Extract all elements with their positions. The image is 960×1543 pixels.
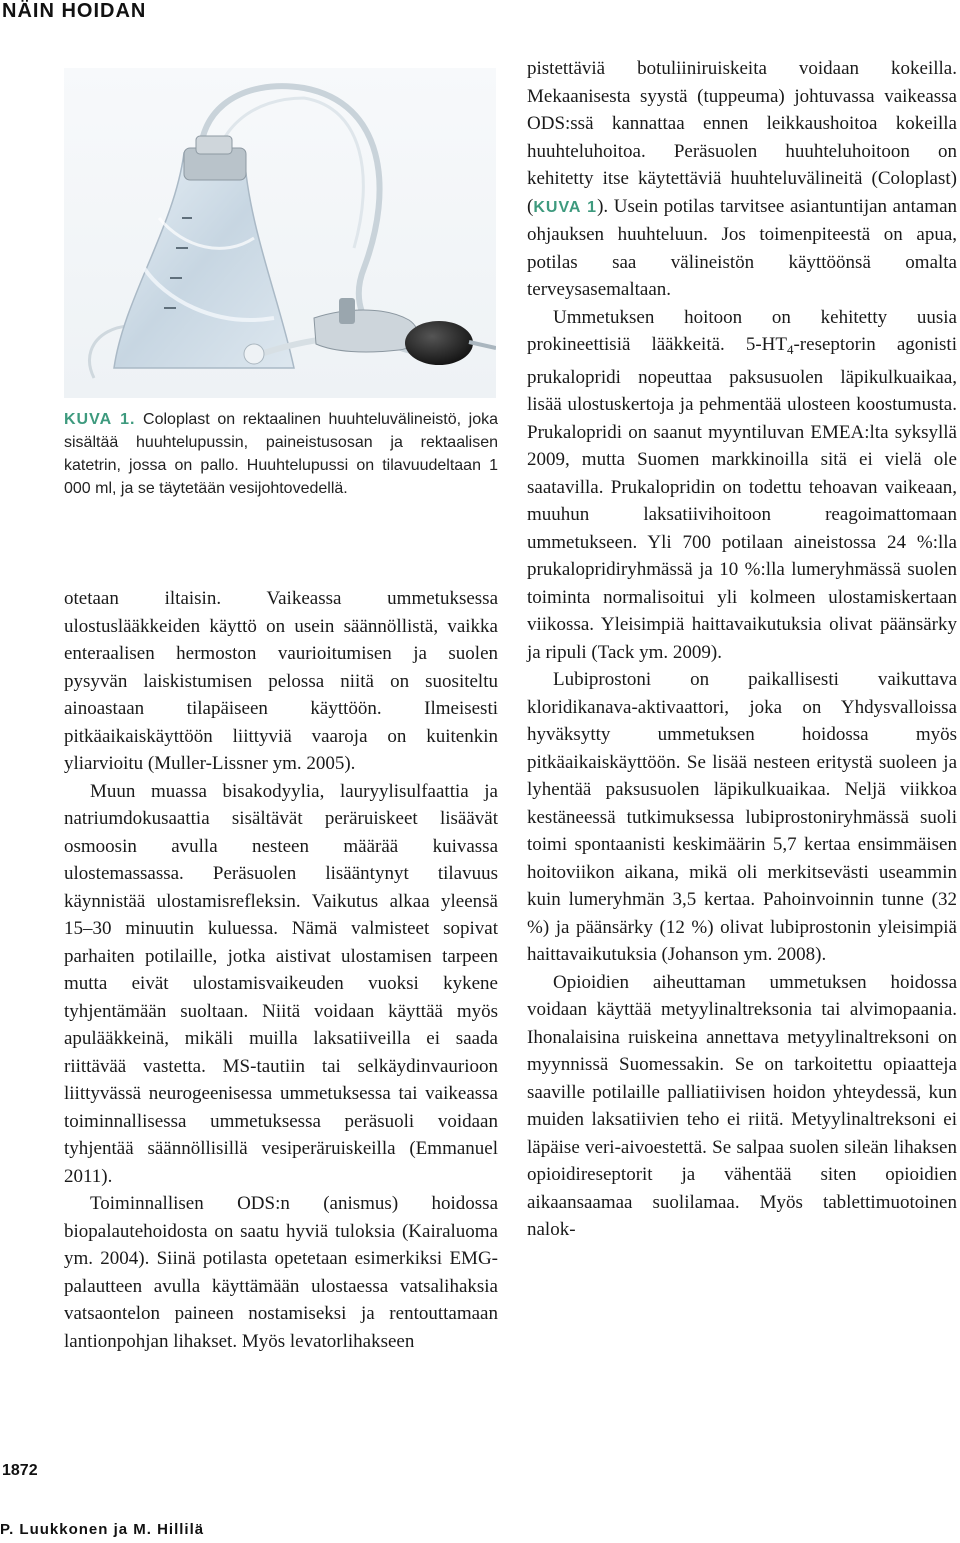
right-column: [527, 55, 957, 1244]
author-line: P. Luukkonen ja M. Hillilä: [0, 1521, 205, 1538]
page-number: 1872: [2, 1462, 38, 1479]
irrigation-device-icon: [64, 68, 496, 398]
subscript: 4: [786, 342, 794, 357]
figure-photo: [64, 68, 496, 398]
figure-reference: KUVA 1: [533, 198, 598, 216]
right-paragraph-4: Opioidien aiheuttaman ummetuksen hoidossa voidaan käyttää metyylinaltreksonia tai alvimopaania. Ihonalaisina ruiskeina annettava metyylinaltreksoni on myynnissä Suomessakin. Se on tarkoitettu opiaatteja saaville potilaille palliatiivisen hoidon yhteydessä, kun muiden laksatiivien teho ei riitä. Metyylinaltreksoni ei läpäise veri-aivoestettä. Se salpaa suolen sileän lihaksen opioidireseptorit ja vähentää siten opioidien aikaansaamaa suolilamaa. Myös tablettimuotoinen nalok-: [527, 971, 957, 1240]
left-column: [64, 585, 498, 1355]
figure-caption-text: Coloplast on rektaalinen huuhteluvälineistö, joka sisältää huuhtelupussin, paineistusosan ja rektaalisen katetrin, jossa on pallo. Huuhtelupussi on tilavuudeltaan 1 000 ml, ja se täytetään vesijohtovedellä.: [64, 411, 498, 497]
left-paragraph-3: Toiminnallisen ODS:n (anismus) hoidossa biopalautehoidosta on saatu hyviä tuloksia (Kairaluoma ym. 2004). Siinä potilasta opetetaan esimerkiksi EMG-palautteen avulla käyttämään ulostaessa vatsalihaksia vatsaontelon paineen nostamiseksi ja rentouttamaan lantionpohjan lihakset. Myös levatorlihakseen: [64, 1193, 498, 1352]
right-paragraph-3: Lubiprostoni on paikallisesti vaikuttava kloridikanava-aktivaattori, joka on Yhdysvalloissa hyväksytty ummetuksen hoidossa myös pitkäaikaiskäyttöön. Se lisää nesteen eritystä suoleen ja lyhentää paksusuolen läpikulkuaikaa. Neljä viikkoa kestäneessä tutkimuksessa lubiprostoniryhmässä suoli toimi spontaanisti keskimäärin 5,7 kertaa ensimmäisen hoitoviikon aikana, mikä oli merkitsevästi useammin kuin lumeryhmän 3,5 kertaa. Pahoinvoinnin tunne (32 %) ja päänsärky (12 %) olivat lubiprostonin yleisimpiä haittavaikutuksia (Johanson ym. 2008).: [527, 669, 957, 965]
section-title: NÄIN HOIDAN: [2, 0, 147, 22]
left-paragraph-2: Muun muassa bisakodyylia, lauryylisulfaattia ja natriumdokusaattia sisältävät peräruiskeet lisäävät osmoosin avulla nesteen määrää kuivassa ulostemassassa. Peräsuolen lisääntynyt tilavuus käynnistää ulostamisrefleksin. Vaikutus alkaa yleensä 15–30 minuutin kuluessa. Nämä valmisteet sopivat parhaiten potilaille, jotka aistivat ulostamisen tarpeen mutta eivät ulostamisvaikeuden vuoksi kykene tyhjentämään suoltaan. Niitä voidaan käyttää myös apulääkkeinä, mikäli muilla laksatiiveilla ei saada riittävää vastetta. MS-tautiin tai selkäydinvaurioon liittyvässä neurogeenisessa ummetuksessa tai vaikeassa toiminnallisessa ummetuksessa peräsuoli voidaan tyhjentää säännöllisillä vesiperäruiskeilla (Emmanuel 2011).: [64, 780, 498, 1187]
right-paragraph-1-text-a: pistettäviä botuliiniruiskeita voidaan kokeilla. Mekaanisesta syystä (tuppeuma) johtuvassa vaikeassa ODS:ssä kannattaa ennen leikkaushoitoa kokeilla huuhteluhoitoa. Peräsuolen huuhteluhoitoon on kehitetty itse käytettäviä huuhteluvälineitä (Coloplast) (: [527, 58, 957, 217]
left-paragraph-1: otetaan iltaisin. Vaikeassa ummetuksessa ulostuslääkkeiden käyttö on usein säännöllistä, vaikka enteraalisen hermoston vaurioitumisen ja suolen pysyvän laiskistumisen pelossa niitä on suositeltu ainoastaan tilapäiseen käyttöön. Ilmeisesti pitkäaikaiskäyttöön liittyviä vaaroja on kuitenkin yliarvioitu (Muller-Lissner ym. 2005).: [64, 588, 498, 774]
right-paragraph-2-text-a: Ummetuksen hoitoon on kehitetty uusia prokineettisiä lääkkeitä. 5-HT: [527, 306, 957, 355]
figure-label: KUVA 1.: [64, 411, 136, 428]
right-paragraph-1: [527, 55, 957, 304]
right-paragraph-2-text-b: -reseptorin agonisti prukalopridi nopeuttaa paksusuolen läpikulkuaikaa, lisää ulostuskertoja ja pehmentää ulosteen koostumusta. Prukalopridi on saanut myyntiluvan EMEA:lta syksyllä 2009, mutta Suomen markkinoilla sitä ei vielä ole saatavilla. Prukalopridin on todettu tehoavan vaikeaan, muuhun laksatiivihoitoon reagoimattomaan ummetukseen. Yli 700 potilaan aineistossa 24 %:lla prukalopridiryhmässä ja 10 %:lla lumeryhmässä suolen toiminta normalisoitui yli kolmeen ulostamiskertaan viikossa. Yleisimpiä haittavaikutuksia olivat päänsärky ja ripuli (Tack ym. 2009).: [527, 334, 957, 663]
right-paragraph-1-text-b: ). Usein potilas tarvitsee asiantuntijan antaman ohjauksen huuhteluun. Jos toimenpiteestä on apua, potilas saa välineistön käyttöönsä omalta terveysasemaltaan.: [527, 195, 957, 300]
figure-caption: [64, 408, 498, 500]
right-paragraph-2: [527, 304, 957, 667]
